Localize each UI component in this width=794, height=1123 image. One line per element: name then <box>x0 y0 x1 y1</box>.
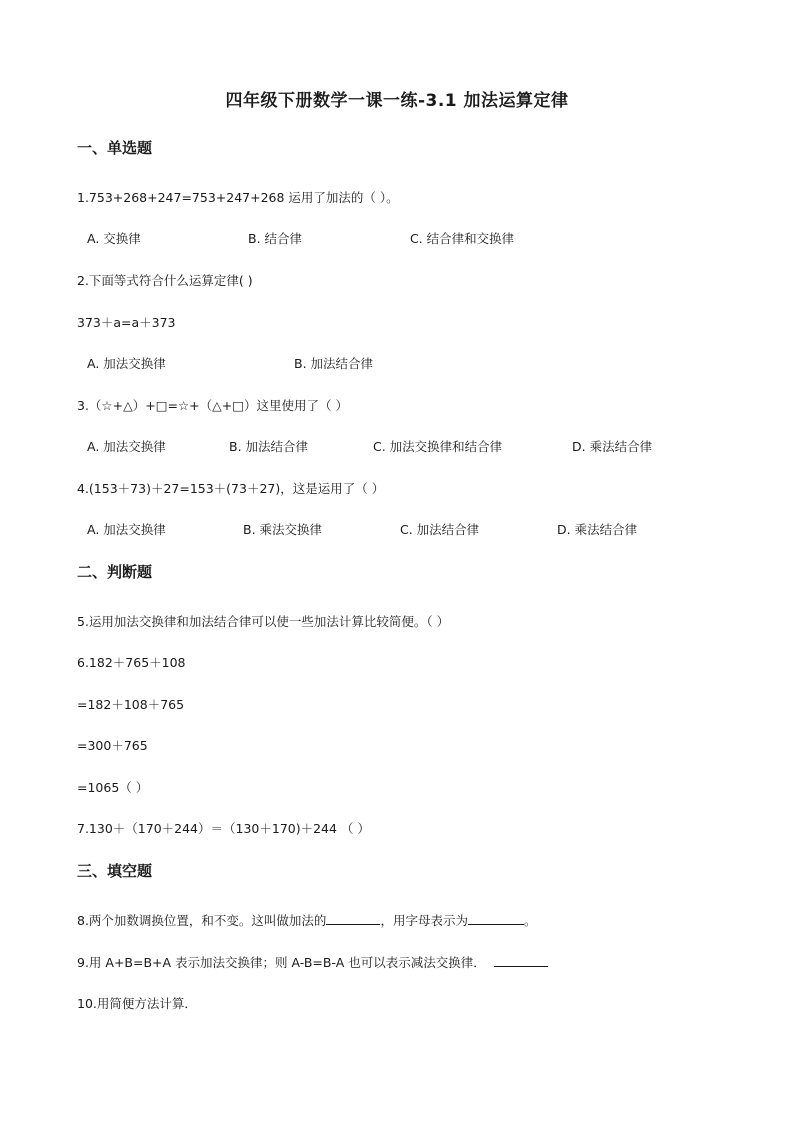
question-5: 5.运用加法交换律和加法结合律可以使一些加法计算比较简便。（ ） <box>77 614 450 629</box>
q1-option-b: B. 结合律 <box>248 231 303 246</box>
question-9-text: 9.用 A+B=B+A 表示加法交换律；则 A-B=B-A 也可以表示减法交换律． <box>77 955 486 970</box>
q1-option-a: A. 交换律 <box>87 231 141 246</box>
section-heading-true-false: 二、判断题 <box>77 563 153 581</box>
q4-option-c: C. 加法结合律 <box>400 522 480 537</box>
question-1: 1.753+268+247=753+247+268 运用了加法的（ ）。 <box>77 190 399 205</box>
answer-blank <box>468 912 524 925</box>
question-8 <box>77 911 536 929</box>
q1-option-c: C. 结合律和交换律 <box>410 231 515 246</box>
q4-option-a: A. 加法交换律 <box>87 522 166 537</box>
question-2-expression: 373＋a=a＋373 <box>77 315 176 330</box>
question-4: 4.(153＋73)＋27=153＋(73＋27)，这是运用了（ ） <box>77 481 385 496</box>
answer-blank <box>326 912 380 925</box>
question-6-line-1: 6.182＋765＋108 <box>77 655 186 670</box>
question-8-text-1: 8.两个加数调换位置，和不变。这叫做加法的 <box>77 913 327 928</box>
q2-option-a: A. 加法交换律 <box>87 356 166 371</box>
question-8-text-3: 。 <box>523 913 537 928</box>
question-6-line-2: =182＋108＋765 <box>77 697 185 712</box>
q3-option-c: C. 加法交换律和结合律 <box>373 439 503 454</box>
q3-option-d: D. 乘法结合律 <box>572 439 653 454</box>
question-9 <box>77 953 548 971</box>
q3-option-a: A. 加法交换律 <box>87 439 166 454</box>
page-title: 四年级下册数学一课一练-3.1 加法运算定律 <box>225 91 569 111</box>
q4-option-d: D. 乘法结合律 <box>557 522 638 537</box>
question-3: 3.（☆+△）+□=☆+（△+□）这里使用了（ ） <box>77 398 349 413</box>
q2-option-b: B. 加法结合律 <box>294 356 374 371</box>
section-heading-fill-blank: 三、填空题 <box>77 862 153 880</box>
question-2: 2.下面等式符合什么运算定律( ) <box>77 273 253 288</box>
q3-option-b: B. 加法结合律 <box>229 439 309 454</box>
answer-blank <box>494 954 548 967</box>
question-7: 7.130＋（170＋244）＝（130＋170)＋244 （ ） <box>77 821 370 836</box>
question-10: 10.用简便方法计算． <box>77 996 197 1011</box>
q4-option-b: B. 乘法交换律 <box>243 522 323 537</box>
section-heading-single-choice: 一、单选题 <box>77 139 153 157</box>
question-6-line-3: =300＋765 <box>77 738 148 753</box>
question-8-text-2: ，用字母表示为 <box>380 913 468 928</box>
question-6-line-4: =1065（ ） <box>77 780 149 795</box>
